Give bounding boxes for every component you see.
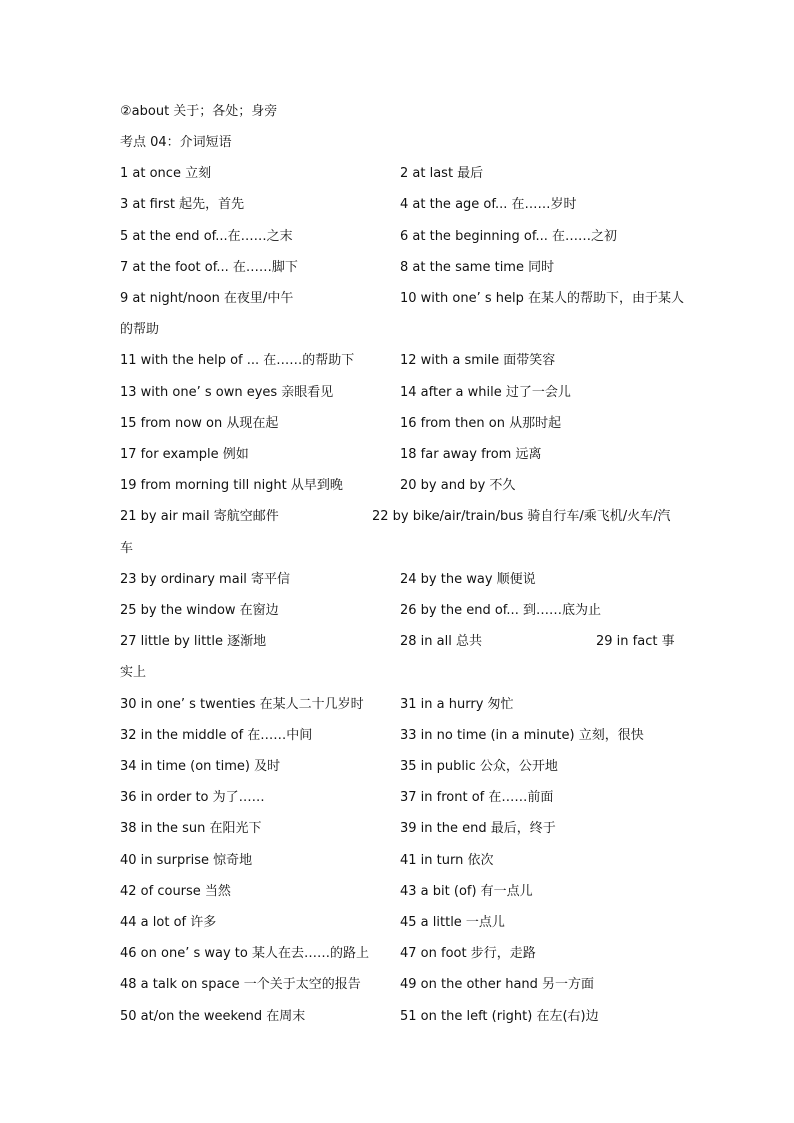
phrase-entry: 26 by the end of... 到……底为止: [400, 603, 601, 618]
phrase-entry: 37 in front of 在……前面: [400, 790, 554, 805]
phrase-entry: 45 a little 一点儿: [400, 915, 505, 930]
phrase-entry: 16 from then on 从那时起: [400, 416, 562, 431]
phrase-entry: 46 on one’ s way to 某人在去……的路上: [120, 946, 369, 961]
phrase-entry: 15 from now on 从现在起: [120, 416, 279, 431]
phrase-entry: 10 with one’ s help 在某人的帮助下，由于某人: [400, 291, 684, 306]
phrase-entry: 7 at the foot of... 在……脚下: [120, 260, 298, 275]
phrase-entry: 41 in turn 依次: [400, 853, 494, 868]
phrase-entry: 25 by the window 在窗边: [120, 603, 279, 618]
phrase-entry: 4 at the age of... 在……岁时: [400, 197, 577, 212]
phrase-entry-continuation: 实上: [120, 665, 147, 680]
phrase-entry-continuation: 的帮助: [120, 322, 160, 337]
phrase-entry: 29 in fact 事: [596, 634, 675, 649]
phrase-entry: 13 with one’ s own eyes 亲眼看见: [120, 385, 334, 400]
phrase-entry: 19 from morning till night 从早到晚: [120, 478, 343, 493]
phrase-entry: 34 in time (on time) 及时: [120, 759, 281, 774]
phrase-entry: 30 in one’ s twenties 在某人二十几岁时: [120, 697, 364, 712]
phrase-entry: 21 by air mail 寄航空邮件: [120, 509, 279, 524]
phrase-entry: 44 a lot of 许多: [120, 915, 217, 930]
phrase-entry: 40 in surprise 惊奇地: [120, 853, 253, 868]
phrase-entry: 42 of course 当然: [120, 884, 231, 899]
phrase-entry: 22 by bike/air/train/bus 骑自行车/乘飞机/火车/汽: [372, 509, 671, 524]
phrase-entry: 8 at the same time 同时: [400, 260, 555, 275]
phrase-entry: 3 at first 起先，首先: [120, 197, 245, 212]
phrase-entry: 1 at once 立刻: [120, 166, 212, 181]
phrase-entry: 47 on foot 步行，走路: [400, 946, 536, 961]
phrase-entry: 31 in a hurry 匆忙: [400, 697, 514, 712]
phrase-entry: 36 in order to 为了……: [120, 790, 265, 805]
about-line: ②about 关于；各处；身旁: [120, 104, 278, 119]
phrase-entry: 49 on the other hand 另一方面: [400, 977, 595, 992]
phrase-entry: 50 at/on the weekend 在周末: [120, 1009, 306, 1024]
phrase-entry: 9 at night/noon 在夜里/中午: [120, 291, 294, 306]
phrase-entry: 43 a bit (of) 有一点儿: [400, 884, 533, 899]
phrase-entry: 32 in the middle of 在……中间: [120, 728, 313, 743]
phrase-entry: 12 with a smile 面带笑容: [400, 353, 556, 368]
phrase-entry-continuation: 车: [120, 541, 134, 556]
phrase-entry: 18 far away from 远离: [400, 447, 542, 462]
phrase-entry: 2 at last 最后: [400, 166, 484, 181]
phrase-entry: 5 at the end of...在……之末: [120, 229, 293, 244]
phrase-entry: 14 after a while 过了一会儿: [400, 385, 571, 400]
section-heading: 考点 04：介词短语: [120, 135, 232, 150]
phrase-entry: 48 a talk on space 一个关于太空的报告: [120, 977, 361, 992]
phrase-entry: 11 with the help of ... 在……的帮助下: [120, 353, 355, 368]
phrase-entry: 20 by and by 不久: [400, 478, 516, 493]
phrase-entry: 23 by ordinary mail 寄平信: [120, 572, 291, 587]
phrase-entry: 28 in all 总共: [400, 634, 482, 649]
phrase-entry: 6 at the beginning of... 在……之初: [400, 229, 618, 244]
phrase-entry: 51 on the left (right) 在左(右)边: [400, 1009, 599, 1024]
phrase-entry: 27 little by little 逐渐地: [120, 634, 267, 649]
phrase-entry: 24 by the way 顺便说: [400, 572, 536, 587]
phrase-entry: 35 in public 公众，公开地: [400, 759, 558, 774]
phrase-entry: 17 for example 例如: [120, 447, 249, 462]
phrase-entry: 39 in the end 最后，终于: [400, 821, 556, 836]
phrase-entry: 33 in no time (in a minute) 立刻，很快: [400, 728, 644, 743]
phrase-entry: 38 in the sun 在阳光下: [120, 821, 262, 836]
